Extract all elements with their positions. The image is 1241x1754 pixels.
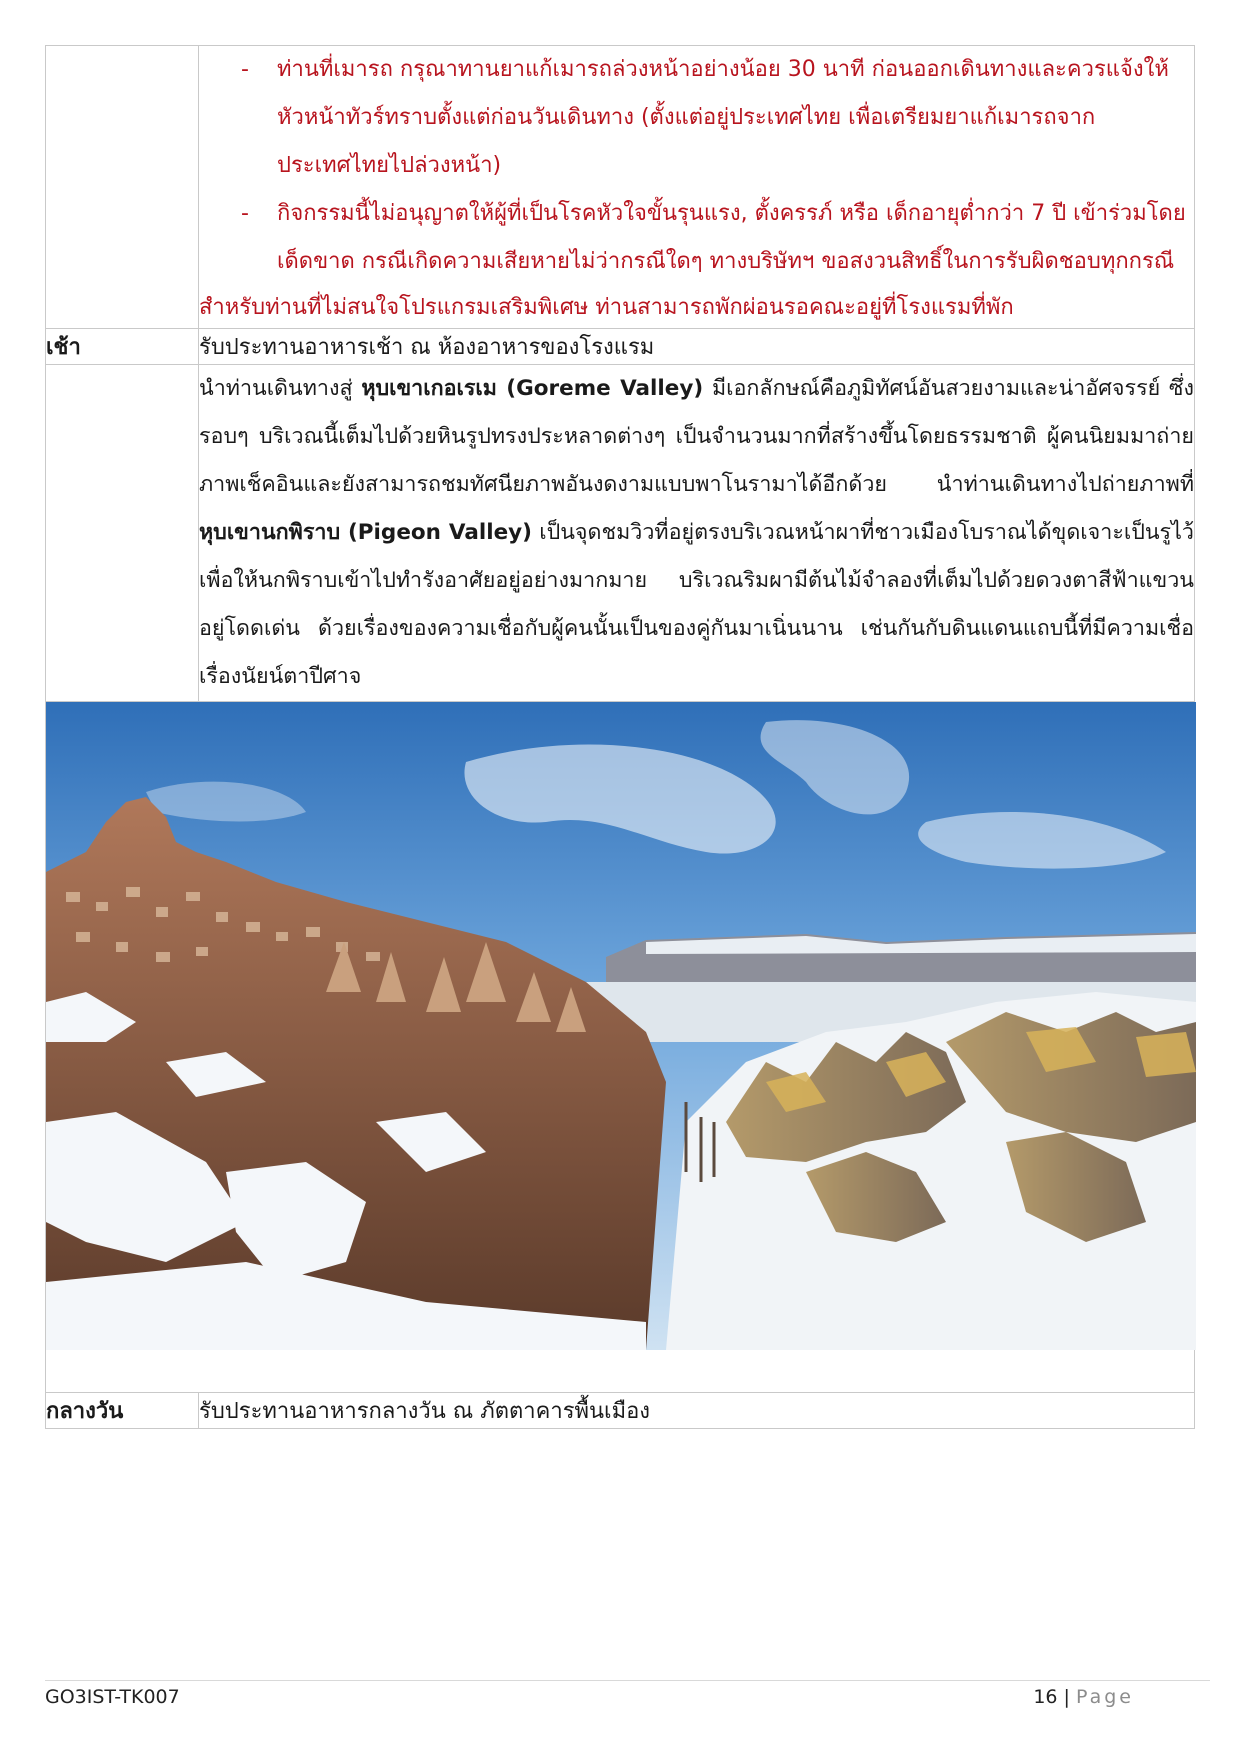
notes-row [46,46,1195,329]
description-paragraph [199,365,1195,702]
goreme-valley-name: หุบเขาเกอเรเม (Goreme Valley) [361,376,704,401]
desc-text-3: เป็นจุดชมวิวที่อยู่ตรงบริเวณหน้าผาที่ชาวเมืองโบราณได้ขุดเจาะเป็นรูไว้ เพื่อให้นกพิราบเข้าไปทำรังอาศัยอยู่อย่างมากมาย บริเวณริมผามีต้นไม้จำลองที่เต็มไปด้วยดวงตาสีฟ้าแขวนอยู่โดดเด่น ด้วยเรื่องของความเชื่อกับผู้คนนั้นเป็นของคู่กันมาเนิ่นนาน เช่นกันกับดินแดนแถบนี้ที่มีความเชื่อเรื่องนัยน์ตาปีศาจ [199,520,1194,689]
notes-list [199,46,1194,286]
note-item [199,46,1194,190]
pigeon-valley-name: หุบเขานกพิราบ (Pigeon Valley) [199,520,532,545]
breakfast-row [46,329,1195,365]
footer-divider [45,1680,1210,1681]
bullet-dash: - [241,57,249,82]
description-row [46,365,1195,702]
notes-cell [199,46,1195,329]
photo-cell [46,702,1195,1393]
bullet-dash: - [241,201,249,226]
desc-text-1: นำท่านเดินทางสู่ [199,376,362,401]
footer-page-info [1033,1686,1134,1708]
breakfast-label: เช้า [46,329,199,365]
page-separator: | [1057,1686,1076,1708]
footer-tour-code: GO3IST-TK007 [45,1686,180,1708]
description-label-cell [46,365,199,702]
page-number: 16 [1033,1686,1058,1708]
note-item [199,190,1194,286]
note-text: กิจกรรมนี้ไม่อนุญาตให้ผู้ที่เป็นโรคหัวใจขั้นรุนแรง, ตั้งครรภ์ หรือ เด็กอายุต่ำกว่า 7 ปี เข้าร่วมโดยเด็ดขาด กรณีเกิดความเสียหายไม่ว่ากรณีใดๆ ทางบริษัทฯ ขอสงวนสิทธิ์ในการรับผิดชอบทุกกรณี [277,201,1186,274]
cappadocia-valley-photo [46,702,1196,1350]
lunch-label: กลางวัน [46,1393,199,1429]
desc-text-2: มีเอกลักษณ์คือภูมิทัศน์อันสวยงามและน่าอัศจรรย์ ซึ่งรอบๆ บริเวณนี้เต็มไปด้วยหินรูปทรงประหลาดต่างๆ เป็นจำนวนมากที่สร้างขึ้นโดยธรรมชาติ ผู้คนนิยมมาถ่ายภาพเช็คอินและยังสามารถชมทัศนียภาพอันงดงามแบบพาโนรามาได้อีกด้วย นำท่านเดินทางไปถ่ายภาพที่ [199,376,1195,497]
optional-program-note: สำหรับท่านที่ไม่สนใจโปรแกรมเสริมพิเศษ ท่านสามารถพักผ่อนรอคณะอยู่ที่โรงแรมที่พัก [199,295,1014,320]
photo-row [46,702,1195,1393]
breakfast-text: รับประทานอาหารเช้า ณ ห้องอาหารของโรงแรม [199,329,1195,365]
note-text: ท่านที่เมารถ กรุณาทานยาแก้เมารถล่วงหน้าอย่างน้อย 30 นาที ก่อนออกเดินทางและควรแจ้งให้หัวหน้าทัวร์ทราบตั้งแต่ก่อนวันเดินทาง (ตั้งแต่อยู่ประเทศไทย เพื่อเตรียมยาแก้เมารถจากประเทศไทยไปล่วงหน้า) [277,57,1169,178]
lunch-text: รับประทานอาหารกลางวัน ณ ภัตตาคารพื้นเมือง [199,1393,1195,1429]
itinerary-table [45,45,1195,1429]
notes-label-cell [46,46,199,329]
page-word: Page [1076,1686,1134,1708]
lunch-row [46,1393,1195,1429]
